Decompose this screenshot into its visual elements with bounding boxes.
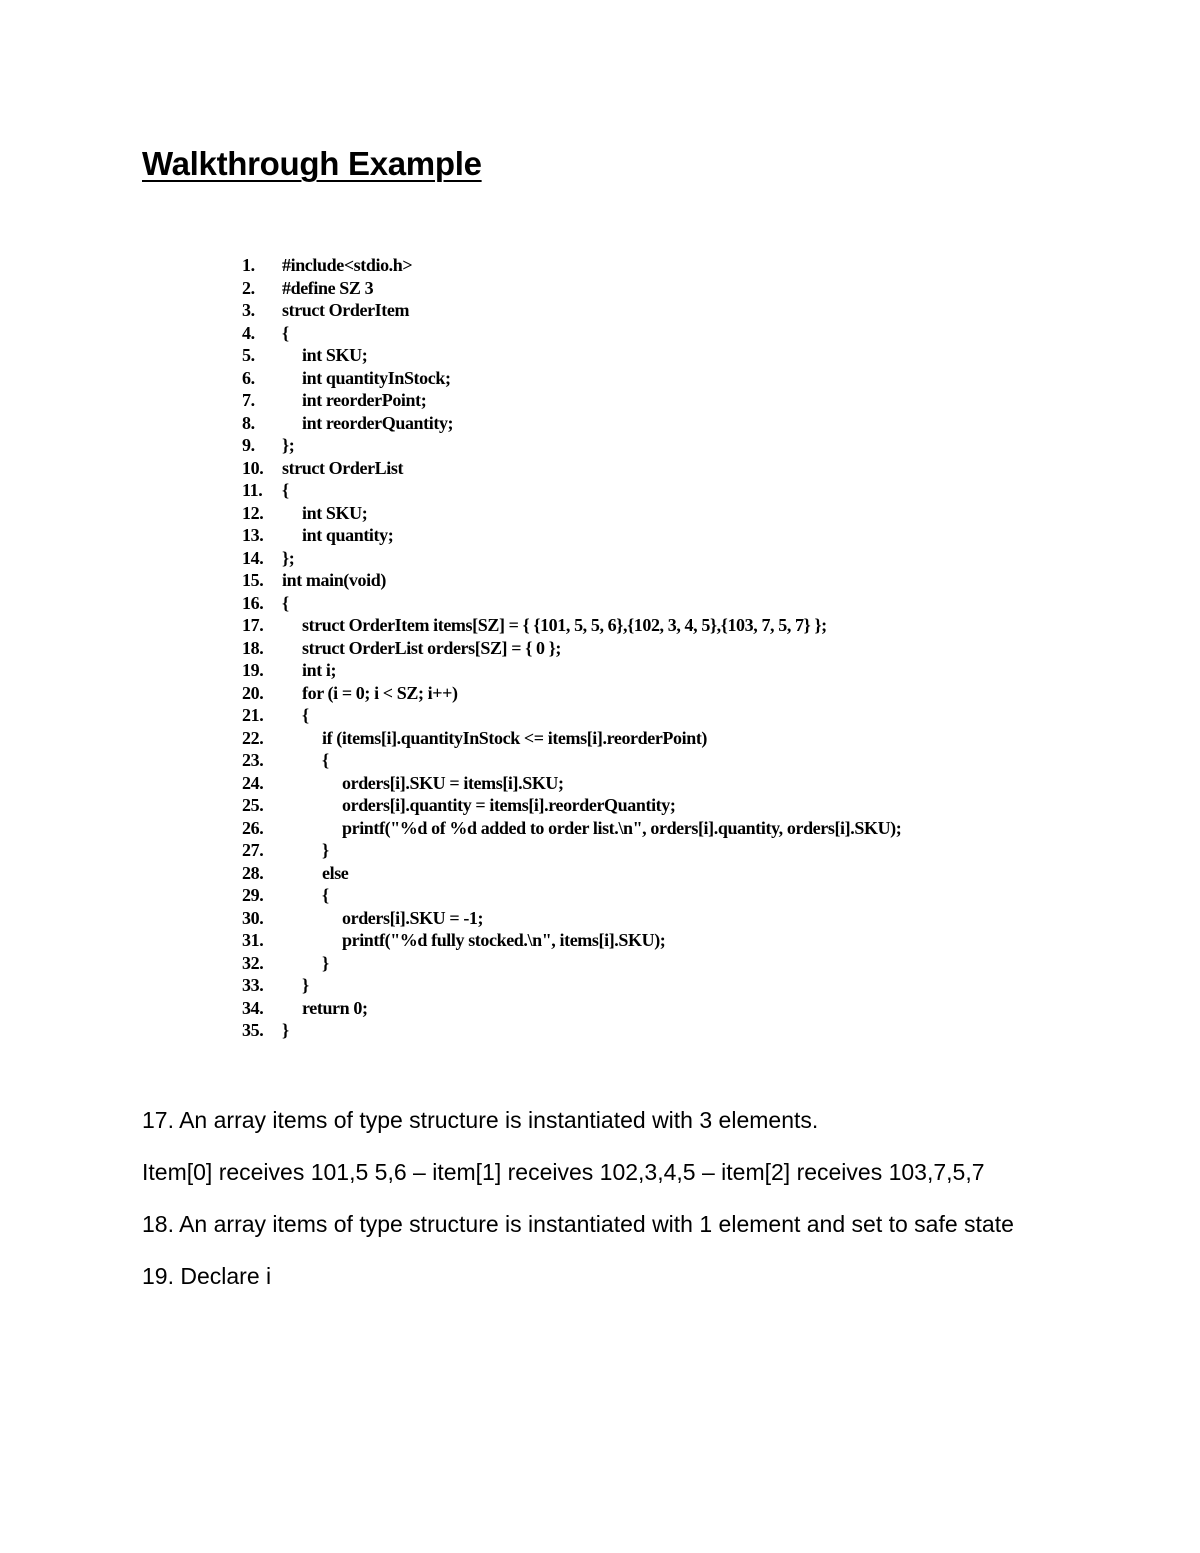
code-line: [242, 997, 901, 1020]
code-line: [242, 704, 901, 727]
line-code: {: [282, 592, 289, 613]
code-listing: [242, 254, 901, 1042]
line-number: 8.: [242, 412, 255, 433]
line-code: int quantityInStock;: [302, 367, 451, 388]
line-code: }: [322, 840, 329, 860]
line-number: 10.: [242, 457, 264, 478]
line-code: struct OrderItem: [282, 300, 410, 320]
line-code: int main(void): [282, 570, 386, 590]
code-line: [242, 682, 901, 705]
code-line: [242, 1019, 901, 1042]
code-line: [242, 277, 901, 300]
line-code: else: [322, 862, 349, 883]
line-code: #include<stdio.h>: [282, 255, 413, 275]
line-code: int reorderQuantity;: [302, 412, 454, 433]
line-number: 34.: [242, 997, 264, 1018]
line-number: 31.: [242, 930, 264, 950]
line-number: 33.: [242, 975, 264, 995]
line-number: 5.: [242, 345, 255, 365]
code-line: [242, 367, 901, 390]
line-code: #define SZ 3: [282, 277, 374, 298]
note-paragraph: Item[0] receives 101,5 5,6 – item[1] receives 102,3,4,5 – item[2] receives 103,7,5,7: [142, 1159, 985, 1185]
line-number: 11.: [242, 480, 263, 500]
line-code: int i;: [302, 660, 337, 680]
line-number: 7.: [242, 390, 255, 410]
line-number: 21.: [242, 705, 264, 725]
walkthrough-notes: [142, 1102, 1072, 1310]
code-line: [242, 749, 901, 772]
line-code: int reorderPoint;: [302, 390, 427, 410]
line-code: struct OrderList: [282, 457, 404, 478]
line-code: }: [302, 975, 309, 995]
code-line: [242, 479, 901, 502]
code-line: [242, 907, 901, 930]
line-number: 25.: [242, 795, 264, 815]
line-number: 3.: [242, 300, 255, 320]
note-paragraph: 17. An array items of type structure is instantiated with 3 elements.: [142, 1107, 819, 1133]
line-code: orders[i].SKU = -1;: [342, 907, 484, 928]
line-number: 30.: [242, 907, 264, 928]
line-code: struct OrderList orders[SZ] = { 0 };: [302, 637, 561, 658]
code-line: [242, 299, 901, 322]
note-paragraph: 18. An array items of type structure is instantiated with 1 element and set to safe state: [142, 1211, 1014, 1237]
line-code: {: [282, 322, 289, 343]
line-number: 32.: [242, 952, 264, 973]
code-line: [242, 389, 901, 412]
line-number: 29.: [242, 885, 264, 905]
line-code: struct OrderItem items[SZ] = { {101, 5, 5, 6},{102, 3, 4, 5},{103, 7, 5, 7} };: [302, 615, 827, 635]
line-code: int SKU;: [302, 502, 368, 523]
code-line: [242, 524, 901, 547]
code-line: [242, 839, 901, 862]
code-line: [242, 974, 901, 997]
code-line: [242, 794, 901, 817]
line-code: {: [322, 750, 329, 770]
line-code: orders[i].SKU = items[i].SKU;: [342, 772, 564, 793]
page-title: Walkthrough Example: [142, 145, 482, 182]
line-code: printf("%d of %d added to order list.\n", orders[i].quantity, orders[i].SKU);: [342, 817, 902, 838]
code-line: [242, 344, 901, 367]
code-line: [242, 952, 901, 975]
code-line: [242, 434, 901, 457]
line-code: }: [322, 952, 329, 973]
code-line: [242, 772, 901, 795]
line-number: 17.: [242, 615, 264, 635]
line-number: 16.: [242, 592, 264, 613]
code-line: [242, 817, 901, 840]
code-line: [242, 547, 901, 570]
line-number: 20.: [242, 682, 264, 703]
line-code: int SKU;: [302, 345, 368, 365]
code-line: [242, 412, 901, 435]
code-line: [242, 569, 901, 592]
code-line: [242, 727, 901, 750]
line-number: 6.: [242, 367, 255, 388]
line-number: 26.: [242, 817, 264, 838]
line-code: if (items[i].quantityInStock <= items[i].reorderPoint): [322, 727, 708, 748]
line-number: 35.: [242, 1020, 264, 1040]
code-line: [242, 254, 901, 277]
line-code: {: [302, 705, 309, 725]
line-code: };: [282, 547, 295, 568]
line-number: 18.: [242, 637, 264, 658]
line-code: return 0;: [302, 997, 368, 1018]
line-number: 12.: [242, 502, 264, 523]
code-line: [242, 457, 901, 480]
line-number: 13.: [242, 525, 264, 545]
code-line: [242, 884, 901, 907]
note-paragraph: 19. Declare i: [142, 1263, 272, 1289]
line-number: 1.: [242, 255, 255, 275]
line-number: 4.: [242, 322, 255, 343]
line-code: {: [282, 480, 289, 500]
line-number: 28.: [242, 862, 264, 883]
line-code: }: [282, 1020, 289, 1040]
code-line: [242, 929, 901, 952]
line-number: 27.: [242, 840, 264, 860]
code-line: [242, 637, 901, 660]
line-code: {: [322, 885, 329, 905]
code-line: [242, 322, 901, 345]
line-number: 22.: [242, 727, 264, 748]
line-code: orders[i].quantity = items[i].reorderQuantity;: [342, 795, 676, 815]
line-number: 2.: [242, 277, 255, 298]
code-line: [242, 592, 901, 615]
line-number: 23.: [242, 750, 264, 770]
line-code: for (i = 0; i < SZ; i++): [302, 682, 458, 703]
line-code: printf("%d fully stocked.\n", items[i].SKU);: [342, 930, 666, 950]
line-number: 19.: [242, 660, 264, 680]
code-line: [242, 862, 901, 885]
line-number: 9.: [242, 435, 255, 455]
code-line: [242, 659, 901, 682]
line-code: };: [282, 435, 295, 455]
line-number: 15.: [242, 570, 264, 590]
line-code: int quantity;: [302, 525, 394, 545]
code-line: [242, 502, 901, 525]
line-number: 24.: [242, 772, 264, 793]
code-line: [242, 614, 901, 637]
line-number: 14.: [242, 547, 264, 568]
